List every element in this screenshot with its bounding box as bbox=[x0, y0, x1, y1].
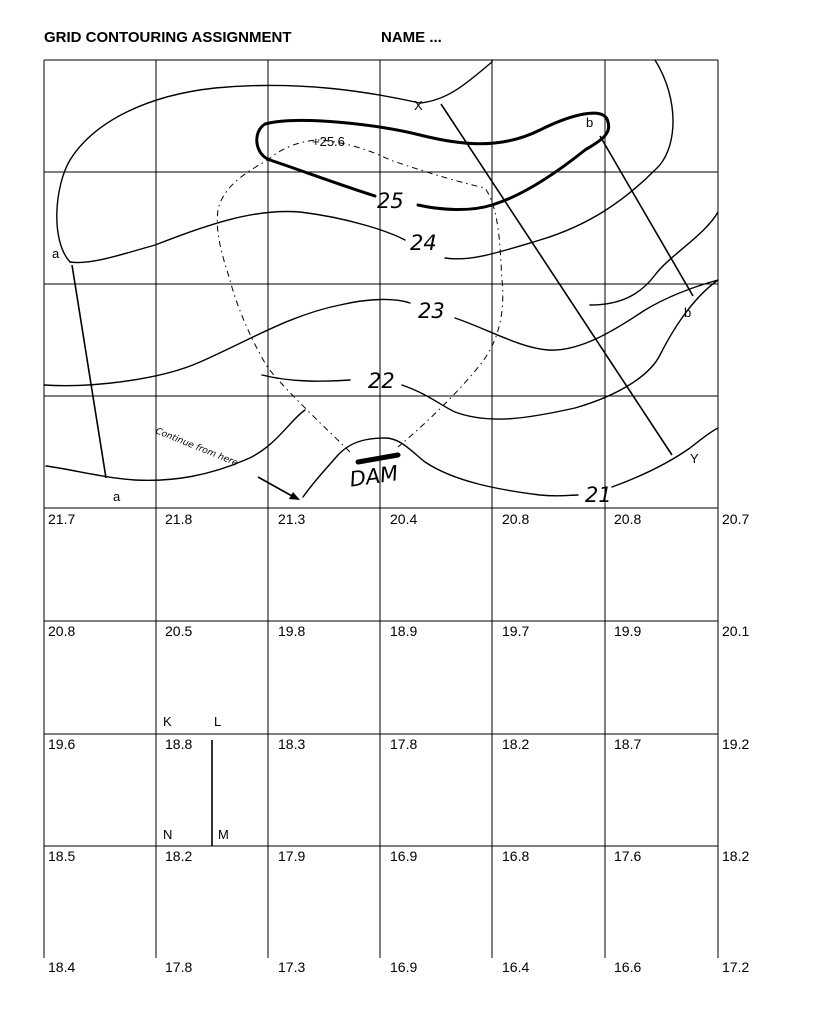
grid-value: 19.8 bbox=[278, 623, 306, 639]
point-label-l: L bbox=[214, 714, 222, 729]
grid-value: 17.9 bbox=[278, 848, 306, 864]
grid-value: 20.8 bbox=[614, 511, 642, 527]
section-label-x: X bbox=[414, 98, 423, 113]
grid-value: 19.7 bbox=[502, 623, 530, 639]
grid-value: 18.2 bbox=[722, 848, 750, 864]
grid-value: 18.5 bbox=[48, 848, 76, 864]
grid-value: 21.7 bbox=[48, 511, 76, 527]
grid-value: 17.8 bbox=[165, 959, 193, 975]
section-line-b-b bbox=[600, 136, 693, 296]
grid-value: 20.4 bbox=[390, 511, 418, 527]
grid-value: 20.8 bbox=[48, 623, 76, 639]
grid-value: 17.6 bbox=[614, 848, 642, 864]
contour-line-outer-east bbox=[445, 60, 673, 259]
grid-value: 17.8 bbox=[390, 736, 418, 752]
continue-arrow-shaft bbox=[258, 477, 292, 496]
grid-values bbox=[48, 511, 749, 975]
grid-value: 21.3 bbox=[278, 511, 306, 527]
contour-line-22 bbox=[262, 375, 350, 381]
grid-value: 19.9 bbox=[614, 623, 642, 639]
grid-value: 21.8 bbox=[165, 511, 193, 527]
grid-value: 16.6 bbox=[614, 959, 642, 975]
grid-value: 16.9 bbox=[390, 848, 418, 864]
dam-label: DAM bbox=[348, 461, 400, 492]
contour-line-21-center bbox=[303, 438, 578, 497]
continue-note: Continue from here bbox=[153, 426, 240, 469]
grid-value: 16.4 bbox=[502, 959, 530, 975]
grid-value: 17.3 bbox=[278, 959, 306, 975]
contour-label-23: 23 bbox=[418, 299, 445, 323]
grid-value: 18.9 bbox=[390, 623, 418, 639]
contour-label-24: 24 bbox=[410, 231, 437, 255]
grid-value: 20.7 bbox=[722, 511, 750, 527]
grid-value: 18.2 bbox=[165, 848, 193, 864]
section-label-b-bottom: b bbox=[684, 305, 692, 320]
section-line-a-a bbox=[72, 265, 106, 478]
grid-value: 18.2 bbox=[502, 736, 530, 752]
grid-value: 19.6 bbox=[48, 736, 76, 752]
grid-value: 18.7 bbox=[614, 736, 642, 752]
contour-line-23-east bbox=[455, 280, 718, 350]
point-label-k: K bbox=[163, 714, 172, 729]
section-label-b-top: b bbox=[586, 115, 594, 130]
point-label-m: M bbox=[218, 827, 229, 842]
grid-value: 17.2 bbox=[722, 959, 750, 975]
grid-value: 16.8 bbox=[502, 848, 530, 864]
grid-value: 20.1 bbox=[722, 623, 750, 639]
section-label-a-top: a bbox=[52, 246, 60, 261]
contour-line-25 bbox=[257, 113, 609, 209]
section-label-y: Y bbox=[690, 451, 699, 466]
catchment-boundary bbox=[217, 140, 503, 452]
grid-value: 19.2 bbox=[722, 736, 750, 752]
grid-value: 20.8 bbox=[502, 511, 530, 527]
contour-line-east-24 bbox=[590, 212, 718, 305]
page-title: GRID CONTOURING ASSIGNMENT bbox=[44, 29, 292, 46]
contour-line-21-east bbox=[612, 428, 718, 487]
grid-value: 18.3 bbox=[278, 736, 306, 752]
contour-line-23 bbox=[44, 299, 410, 385]
point-label-n: N bbox=[163, 827, 173, 842]
section-label-a-bottom: a bbox=[113, 489, 121, 504]
contour-label-21: 21 bbox=[585, 483, 612, 507]
contour-label-22: 22 bbox=[368, 369, 395, 393]
section-line-x-y bbox=[441, 104, 672, 455]
contour-line-21-west bbox=[46, 410, 305, 480]
name-field-label: NAME ... bbox=[381, 29, 442, 46]
grid-value: 18.8 bbox=[165, 736, 193, 752]
contour-label-25: 25 bbox=[377, 189, 404, 213]
contour-line-24-west bbox=[70, 211, 405, 262]
spot-height-label: +25.6 bbox=[312, 134, 345, 149]
grid-value: 16.9 bbox=[390, 959, 418, 975]
grid-value: 18.4 bbox=[48, 959, 76, 975]
grid-value: 20.5 bbox=[165, 623, 193, 639]
